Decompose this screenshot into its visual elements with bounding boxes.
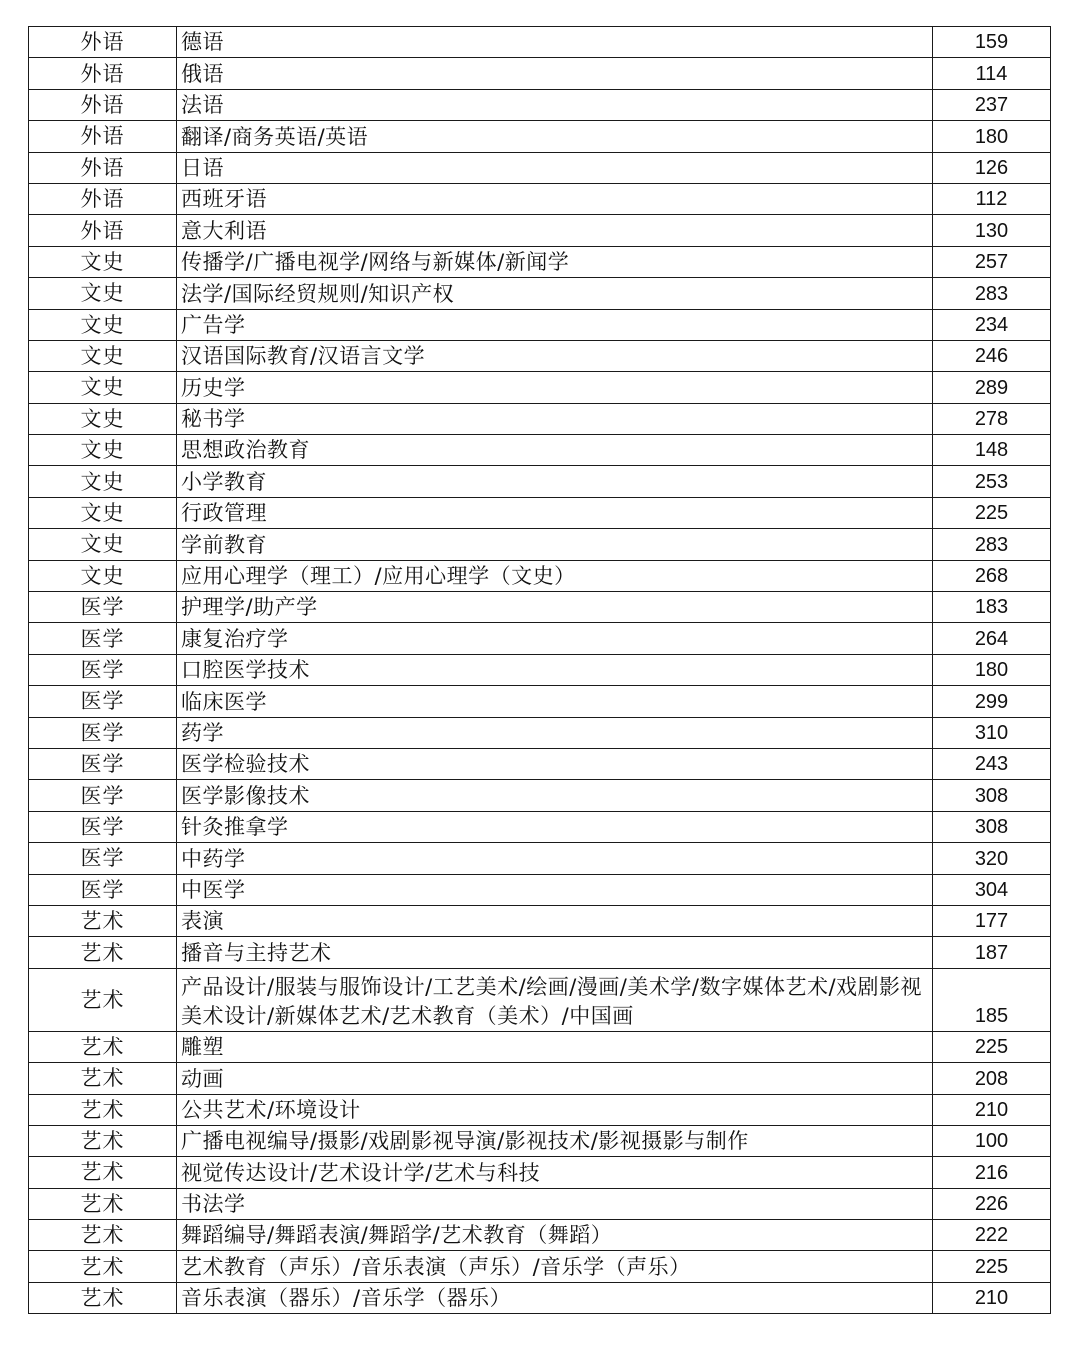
major-cell: 药学: [177, 717, 933, 748]
table-row: [29, 1188, 1051, 1219]
major-cell: 小学教育: [177, 466, 933, 497]
score-cell: 210: [933, 1094, 1051, 1125]
score-cell: 308: [933, 811, 1051, 842]
category-cell: 艺术: [29, 1031, 177, 1062]
score-cell: 222: [933, 1220, 1051, 1251]
table-row: [29, 560, 1051, 591]
score-cell: 299: [933, 686, 1051, 717]
major-cell: 日语: [177, 152, 933, 183]
category-cell: 文史: [29, 466, 177, 497]
table-row: [29, 497, 1051, 528]
category-cell: 医学: [29, 874, 177, 905]
score-cell: 243: [933, 748, 1051, 779]
category-cell: 医学: [29, 717, 177, 748]
major-cell: 俄语: [177, 58, 933, 89]
category-cell: 文史: [29, 278, 177, 309]
major-cell: 中药学: [177, 843, 933, 874]
category-cell: 艺术: [29, 1188, 177, 1219]
score-cell: 112: [933, 183, 1051, 214]
score-cell: 180: [933, 654, 1051, 685]
category-cell: 医学: [29, 748, 177, 779]
major-cell: 产品设计/服装与服饰设计/工艺美术/绘画/漫画/美术学/数字媒体艺术/戏剧影视美术设计/新媒体艺术/艺术教育（美术）/中国画: [177, 968, 933, 1031]
score-cell: 320: [933, 843, 1051, 874]
table-row: [29, 748, 1051, 779]
category-cell: 外语: [29, 58, 177, 89]
major-cell: 书法学: [177, 1188, 933, 1219]
major-cell: 视觉传达设计/艺术设计学/艺术与科技: [177, 1157, 933, 1188]
category-cell: 医学: [29, 623, 177, 654]
major-cell: 中医学: [177, 874, 933, 905]
score-table-body: [29, 27, 1051, 1314]
table-row: [29, 372, 1051, 403]
category-cell: 艺术: [29, 968, 177, 1031]
major-cell: 音乐表演（器乐）/音乐学（器乐）: [177, 1282, 933, 1313]
major-cell: 医学检验技术: [177, 748, 933, 779]
category-cell: 文史: [29, 529, 177, 560]
category-cell: 医学: [29, 843, 177, 874]
table-row: [29, 654, 1051, 685]
category-cell: 医学: [29, 780, 177, 811]
major-cell: 意大利语: [177, 215, 933, 246]
table-row: [29, 246, 1051, 277]
score-cell: 185: [933, 968, 1051, 1031]
score-cell: 283: [933, 529, 1051, 560]
table-row: [29, 1251, 1051, 1282]
major-cell: 广播电视编导/摄影/戏剧影视导演/影视技术/影视摄影与制作: [177, 1125, 933, 1156]
score-cell: 180: [933, 121, 1051, 152]
score-cell: 283: [933, 278, 1051, 309]
table-row: [29, 1282, 1051, 1313]
major-cell: 西班牙语: [177, 183, 933, 214]
category-cell: 医学: [29, 811, 177, 842]
major-cell: 表演: [177, 905, 933, 936]
major-cell: 针灸推拿学: [177, 811, 933, 842]
table-row: [29, 27, 1051, 58]
major-cell: 临床医学: [177, 686, 933, 717]
table-row: [29, 780, 1051, 811]
table-row: [29, 340, 1051, 371]
category-cell: 艺术: [29, 937, 177, 968]
category-cell: 艺术: [29, 905, 177, 936]
score-cell: 225: [933, 1031, 1051, 1062]
score-cell: 226: [933, 1188, 1051, 1219]
table-row: [29, 403, 1051, 434]
category-cell: 外语: [29, 183, 177, 214]
score-cell: 210: [933, 1282, 1051, 1313]
category-cell: 艺术: [29, 1282, 177, 1313]
major-cell: 汉语国际教育/汉语言文学: [177, 340, 933, 371]
score-cell: 278: [933, 403, 1051, 434]
major-cell: 护理学/助产学: [177, 592, 933, 623]
major-cell: 思想政治教育: [177, 435, 933, 466]
score-cell: 148: [933, 435, 1051, 466]
table-row: [29, 309, 1051, 340]
category-cell: 外语: [29, 27, 177, 58]
score-cell: 310: [933, 717, 1051, 748]
score-cell: 253: [933, 466, 1051, 497]
table-row: [29, 1094, 1051, 1125]
category-cell: 文史: [29, 435, 177, 466]
table-row: [29, 152, 1051, 183]
table-row: [29, 1157, 1051, 1188]
table-row: [29, 58, 1051, 89]
score-cell: 308: [933, 780, 1051, 811]
score-cell: 130: [933, 215, 1051, 246]
score-cell: 114: [933, 58, 1051, 89]
table-row: [29, 121, 1051, 152]
table-row: [29, 874, 1051, 905]
major-cell: 公共艺术/环境设计: [177, 1094, 933, 1125]
major-cell: 口腔医学技术: [177, 654, 933, 685]
major-cell: 艺术教育（声乐）/音乐表演（声乐）/音乐学（声乐）: [177, 1251, 933, 1282]
score-cell: 100: [933, 1125, 1051, 1156]
score-cell: 289: [933, 372, 1051, 403]
major-cell: 舞蹈编导/舞蹈表演/舞蹈学/艺术教育（舞蹈）: [177, 1220, 933, 1251]
score-cell: 304: [933, 874, 1051, 905]
table-row: [29, 1220, 1051, 1251]
table-row: [29, 905, 1051, 936]
table-row: [29, 1031, 1051, 1062]
score-cell: 177: [933, 905, 1051, 936]
major-cell: 秘书学: [177, 403, 933, 434]
major-cell: 动画: [177, 1063, 933, 1094]
score-cell: 234: [933, 309, 1051, 340]
table-row: [29, 717, 1051, 748]
category-cell: 艺术: [29, 1125, 177, 1156]
score-cell: 208: [933, 1063, 1051, 1094]
major-cell: 应用心理学（理工）/应用心理学（文史）: [177, 560, 933, 591]
score-cell: 216: [933, 1157, 1051, 1188]
major-cell: 翻译/商务英语/英语: [177, 121, 933, 152]
major-cell: 传播学/广播电视学/网络与新媒体/新闻学: [177, 246, 933, 277]
table-row: [29, 529, 1051, 560]
major-cell: 广告学: [177, 309, 933, 340]
table-row: [29, 435, 1051, 466]
table-row: [29, 843, 1051, 874]
major-cell: 雕塑: [177, 1031, 933, 1062]
score-cell: 264: [933, 623, 1051, 654]
score-cell: 126: [933, 152, 1051, 183]
score-cell: 159: [933, 27, 1051, 58]
category-cell: 医学: [29, 592, 177, 623]
category-cell: 医学: [29, 686, 177, 717]
category-cell: 艺术: [29, 1094, 177, 1125]
category-cell: 外语: [29, 89, 177, 120]
table-row: [29, 89, 1051, 120]
score-cell: 257: [933, 246, 1051, 277]
score-cell: 183: [933, 592, 1051, 623]
category-cell: 艺术: [29, 1220, 177, 1251]
category-cell: 文史: [29, 403, 177, 434]
table-row: [29, 278, 1051, 309]
score-cell: 187: [933, 937, 1051, 968]
category-cell: 医学: [29, 654, 177, 685]
major-cell: 播音与主持艺术: [177, 937, 933, 968]
category-cell: 文史: [29, 340, 177, 371]
category-cell: 文史: [29, 246, 177, 277]
score-cell: 237: [933, 89, 1051, 120]
major-cell: 德语: [177, 27, 933, 58]
score-cell: 225: [933, 1251, 1051, 1282]
table-row: [29, 466, 1051, 497]
score-table: [28, 26, 1051, 1314]
table-row: [29, 1063, 1051, 1094]
major-cell: 历史学: [177, 372, 933, 403]
table-row: [29, 215, 1051, 246]
table-row: [29, 811, 1051, 842]
score-cell: 225: [933, 497, 1051, 528]
score-cell: 268: [933, 560, 1051, 591]
major-cell: 法学/国际经贸规则/知识产权: [177, 278, 933, 309]
category-cell: 外语: [29, 121, 177, 152]
major-cell: 法语: [177, 89, 933, 120]
major-cell: 康复治疗学: [177, 623, 933, 654]
category-cell: 艺术: [29, 1251, 177, 1282]
category-cell: 文史: [29, 497, 177, 528]
category-cell: 文史: [29, 309, 177, 340]
category-cell: 外语: [29, 215, 177, 246]
category-cell: 外语: [29, 152, 177, 183]
major-cell: 医学影像技术: [177, 780, 933, 811]
table-row: [29, 968, 1051, 1031]
table-row: [29, 592, 1051, 623]
table-row: [29, 1125, 1051, 1156]
table-row: [29, 623, 1051, 654]
category-cell: 艺术: [29, 1063, 177, 1094]
category-cell: 文史: [29, 372, 177, 403]
category-cell: 艺术: [29, 1157, 177, 1188]
table-row: [29, 686, 1051, 717]
category-cell: 文史: [29, 560, 177, 591]
table-row: [29, 183, 1051, 214]
major-cell: 行政管理: [177, 497, 933, 528]
major-cell: 学前教育: [177, 529, 933, 560]
score-cell: 246: [933, 340, 1051, 371]
table-row: [29, 937, 1051, 968]
